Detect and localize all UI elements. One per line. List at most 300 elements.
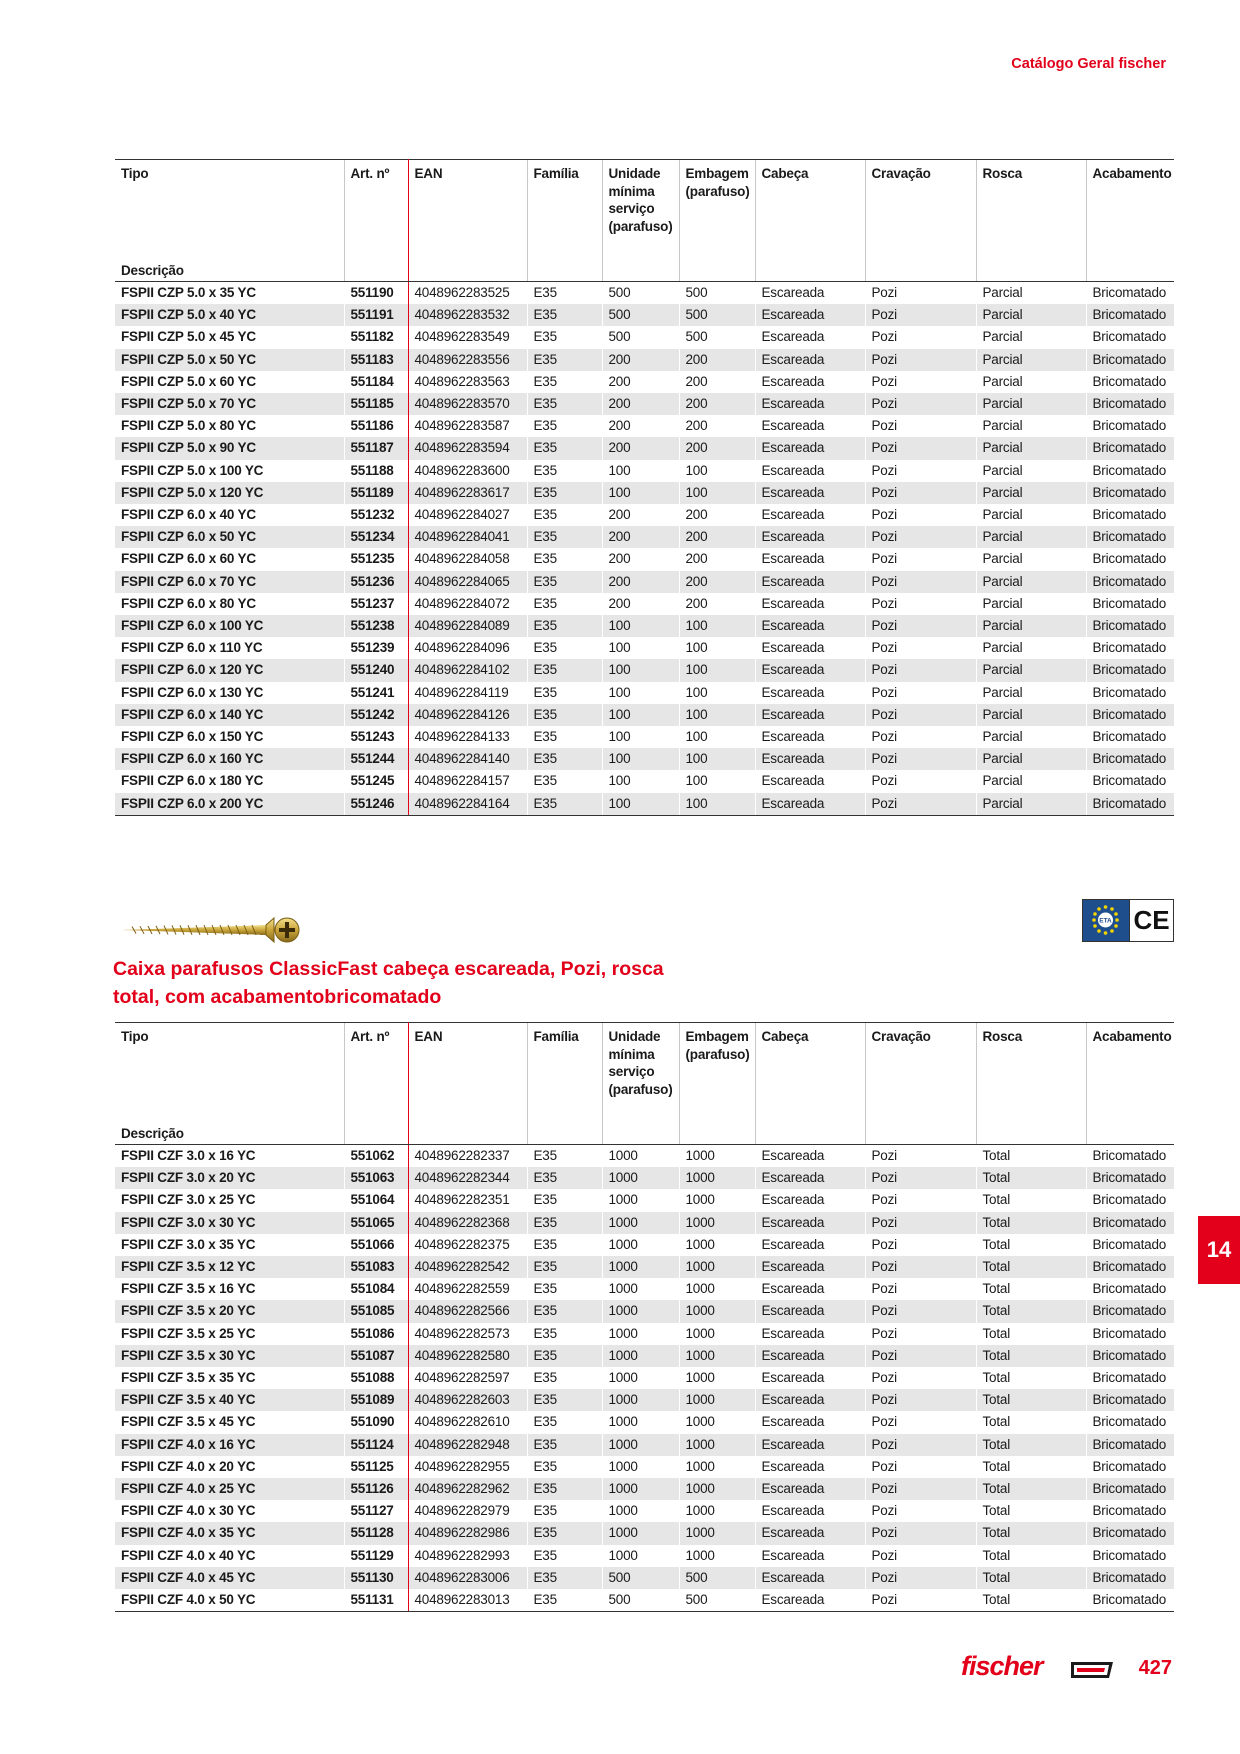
cell-art: 551063 [344,1167,408,1189]
cell-ean: 4048962282351 [408,1189,527,1211]
cell-familia: E35 [527,1456,602,1478]
cell-familia: E35 [527,1589,602,1612]
cell-tipo: FSPII CZF 3.5 x 12 YC [115,1256,344,1278]
cell-ean: 4048962284102 [408,659,527,681]
cell-ean: 4048962283563 [408,371,527,393]
catalog-header-title: Catálogo Geral fischer [1011,56,1166,72]
cell-embagem: 1000 [679,1522,755,1544]
cell-acabamento: Bricomatado [1086,748,1174,770]
cell-art: 551246 [344,793,408,816]
table-row [115,1145,1174,1168]
cell-familia: E35 [527,593,602,615]
cell-acabamento: Bricomatado [1086,437,1174,459]
cell-cravacao: Pozi [865,415,976,437]
cell-art: 551128 [344,1522,408,1544]
cell-cravacao: Pozi [865,1189,976,1211]
cell-art: 551126 [344,1478,408,1500]
cell-tipo: FSPII CZP 6.0 x 160 YC [115,748,344,770]
cell-unidade: 1000 [602,1500,679,1522]
cell-rosca: Total [976,1456,1086,1478]
table-header-row [115,1023,1174,1145]
cell-tipo: FSPII CZF 4.0 x 20 YC [121,1458,256,1474]
cell-art: 551183 [344,349,408,371]
cell-cabeca: Escareada [755,748,865,770]
cell-art: 551191 [344,304,408,326]
cell-rosca: Total [976,1189,1086,1211]
table-row [115,548,1174,570]
table-row [115,1345,1174,1367]
cell-tipo: FSPII CZP 6.0 x 180 YC [121,773,264,789]
cell-ean: 4048962283556 [408,349,527,371]
cell-familia: E35 [527,393,602,415]
cell-rosca: Total [976,1234,1086,1256]
cell-acabamento: Bricomatado [1086,615,1174,637]
cell-cravacao: Pozi [865,1212,976,1234]
cell-art: 551235 [344,548,408,570]
cell-familia: E35 [527,437,602,459]
cell-ean: 4048962284126 [408,704,527,726]
cell-embagem: 1000 [679,1345,755,1367]
cell-rosca: Parcial [976,571,1086,593]
cell-unidade: 1000 [602,1300,679,1322]
cell-tipo: FSPII CZP 5.0 x 45 YC [121,329,256,345]
cell-unidade: 100 [602,726,679,748]
cell-rosca: Total [976,1300,1086,1322]
cell-ean: 4048962282368 [408,1212,527,1234]
cell-acabamento: Bricomatado [1086,593,1174,615]
cell-art: 551062 [344,1145,408,1168]
table-row [115,393,1174,415]
cell-rosca: Parcial [976,770,1086,792]
table-row [115,437,1174,459]
cell-familia: E35 [527,770,602,792]
cell-cravacao: Pozi [865,1389,976,1411]
cell-acabamento: Bricomatado [1086,682,1174,704]
cell-familia: E35 [527,326,602,348]
cell-cabeca: Escareada [755,1545,865,1567]
table-row [115,748,1174,770]
cell-acabamento: Bricomatado [1086,415,1174,437]
cell-acabamento: Bricomatado [1086,1389,1174,1411]
table-row [115,1300,1174,1322]
cell-rosca: Parcial [976,793,1086,816]
cell-tipo: FSPII CZP 5.0 x 90 YC [115,437,344,459]
cell-art: 551185 [344,393,408,415]
cell-tipo: FSPII CZP 6.0 x 120 YC [115,659,344,681]
cell-embagem: 1000 [679,1300,755,1322]
cell-cravacao: Pozi [865,460,976,482]
cell-art: 551189 [344,482,408,504]
cell-cabeca: Escareada [755,504,865,526]
col-header-cabeca: Cabeça [755,1023,865,1145]
table-row [115,615,1174,637]
table-header-row [115,160,1174,282]
cell-embagem: 500 [679,304,755,326]
cell-cabeca: Escareada [755,1478,865,1500]
cell-unidade: 1000 [602,1145,679,1168]
fischer-logo: fischer [961,1651,1043,1681]
cell-cravacao: Pozi [865,282,976,305]
cell-art: 551129 [344,1545,408,1567]
cell-acabamento: Bricomatado [1086,282,1174,305]
cell-acabamento: Bricomatado [1086,571,1174,593]
cell-cabeca: Escareada [755,1389,865,1411]
cell-acabamento: Bricomatado [1086,1189,1174,1211]
cell-cabeca: Escareada [755,1278,865,1300]
cell-rosca: Parcial [976,371,1086,393]
cell-familia: E35 [527,482,602,504]
cell-rosca: Total [976,1145,1086,1168]
cell-rosca: Parcial [976,548,1086,570]
cell-rosca: Parcial [976,393,1086,415]
cell-unidade: 1000 [602,1212,679,1234]
cell-acabamento: Bricomatado [1086,504,1174,526]
cell-cravacao: Pozi [865,1434,976,1456]
cell-tipo: FSPII CZP 6.0 x 40 YC [121,507,256,523]
col-header-descricao: Descrição [121,262,184,278]
cell-cravacao: Pozi [865,1256,976,1278]
cell-cabeca: Escareada [755,304,865,326]
cell-embagem: 100 [679,482,755,504]
product-table-1 [115,159,1174,816]
col-header-cravacao: Cravação [865,1023,976,1145]
cell-familia: E35 [527,460,602,482]
cell-tipo: FSPII CZF 3.0 x 16 YC [121,1148,256,1163]
cell-unidade: 200 [602,571,679,593]
cell-unidade: 200 [602,504,679,526]
table-row [115,726,1174,748]
cell-embagem: 1000 [679,1545,755,1567]
cell-acabamento: Bricomatado [1086,793,1174,816]
col-header-familia: Família [527,1023,602,1145]
table-row [115,304,1174,326]
cell-rosca: Parcial [976,526,1086,548]
cell-cabeca: Escareada [755,1300,865,1322]
cell-rosca: Total [976,1345,1086,1367]
cell-art: 551065 [344,1212,408,1234]
cell-acabamento: Bricomatado [1086,1256,1174,1278]
cell-cabeca: Escareada [755,793,865,816]
cell-ean: 4048962282344 [408,1167,527,1189]
cell-familia: E35 [527,1234,602,1256]
col-header-embagem: Embagem (parafuso) [679,1023,755,1145]
cell-tipo: FSPII CZF 3.5 x 20 YC [115,1300,344,1322]
cell-familia: E35 [527,349,602,371]
cell-tipo: FSPII CZP 5.0 x 35 YC [121,285,256,300]
cell-art: 551130 [344,1567,408,1589]
col-header-descricao: Descrição [121,1125,184,1141]
cell-ean: 4048962282948 [408,1434,527,1456]
cell-cabeca: Escareada [755,349,865,371]
cell-cabeca: Escareada [755,593,865,615]
cell-tipo: FSPII CZP 6.0 x 110 YC [121,640,263,656]
cell-familia: E35 [527,1189,602,1211]
cell-art: 551244 [344,748,408,770]
cell-unidade: 1000 [602,1256,679,1278]
cell-tipo: FSPII CZP 5.0 x 100 YC [121,462,264,478]
cell-acabamento: Bricomatado [1086,548,1174,570]
cell-acabamento: Bricomatado [1086,659,1174,681]
cell-rosca: Parcial [976,682,1086,704]
cell-rosca: Parcial [976,659,1086,681]
table-row [115,1411,1174,1433]
cell-ean: 4048962283600 [408,460,527,482]
col-header-cravacao: Cravação [865,160,976,282]
cell-cravacao: Pozi [865,615,976,637]
cell-familia: E35 [527,548,602,570]
cell-art: 551236 [344,571,408,593]
cell-cravacao: Pozi [865,482,976,504]
cell-acabamento: Bricomatado [1086,1456,1174,1478]
table-row [115,1256,1174,1278]
chapter-tab[interactable]: 14 [1198,1216,1240,1284]
cell-unidade: 100 [602,615,679,637]
cell-familia: E35 [527,748,602,770]
cell-familia: E35 [527,704,602,726]
cell-acabamento: Bricomatado [1086,1367,1174,1389]
cell-tipo: FSPII CZP 6.0 x 100 YC [115,615,344,637]
cell-art: 551127 [344,1500,408,1522]
cell-acabamento: Bricomatado [1086,304,1174,326]
cell-tipo: FSPII CZF 3.0 x 30 YC [115,1212,344,1234]
table-row [115,704,1174,726]
cell-embagem: 100 [679,726,755,748]
cell-embagem: 1000 [679,1434,755,1456]
cell-acabamento: Bricomatado [1086,1167,1174,1189]
cell-familia: E35 [527,282,602,305]
cell-embagem: 1000 [679,1323,755,1345]
cell-familia: E35 [527,637,602,659]
col-header-art: Art. nº [344,160,408,282]
col-header-tipo: Tipo Descrição [115,1023,344,1145]
table-row [115,1434,1174,1456]
cell-art: 551084 [344,1278,408,1300]
cell-unidade: 1000 [602,1367,679,1389]
cell-tipo: FSPII CZF 4.0 x 45 YC [115,1567,344,1589]
cell-cravacao: Pozi [865,304,976,326]
cell-tipo: FSPII CZP 6.0 x 140 YC [115,704,344,726]
cell-embagem: 100 [679,637,755,659]
table-row [115,371,1174,393]
cell-unidade: 500 [602,326,679,348]
cell-tipo: FSPII CZF 4.0 x 30 YC [121,1503,256,1519]
cell-cabeca: Escareada [755,460,865,482]
cell-cravacao: Pozi [865,1500,976,1522]
cell-tipo: FSPII CZF 3.5 x 30 YC [115,1345,344,1367]
cell-acabamento: Bricomatado [1086,1300,1174,1322]
table-row [115,482,1174,504]
table-row [115,1500,1174,1522]
cell-familia: E35 [527,1434,602,1456]
cell-rosca: Parcial [976,593,1086,615]
table-row [115,793,1174,816]
cell-cravacao: Pozi [865,1411,976,1433]
cell-cravacao: Pozi [865,770,976,792]
cell-art: 551131 [344,1589,408,1612]
cell-familia: E35 [527,571,602,593]
cell-art: 551124 [344,1434,408,1456]
cell-cravacao: Pozi [865,349,976,371]
cell-art: 551064 [344,1189,408,1211]
table-row [115,415,1174,437]
cell-rosca: Parcial [976,482,1086,504]
cell-ean: 4048962284096 [408,637,527,659]
cell-ean: 4048962284058 [408,548,527,570]
cell-acabamento: Bricomatado [1086,1145,1174,1168]
cell-tipo: FSPII CZF 3.5 x 25 YC [121,1325,256,1341]
section-title: Caixa parafusos ClassicFast cabeça escareada, Pozi, rosca total, com acabamentobricomatado [113,958,664,1008]
cell-rosca: Parcial [976,304,1086,326]
cell-rosca: Parcial [976,504,1086,526]
cell-embagem: 1000 [679,1478,755,1500]
cell-art: 551237 [344,593,408,615]
cell-rosca: Total [976,1500,1086,1522]
ce-eta-badge [1082,899,1174,942]
cell-acabamento: Bricomatado [1086,1545,1174,1567]
cell-unidade: 200 [602,437,679,459]
cell-cabeca: Escareada [755,726,865,748]
cell-cabeca: Escareada [755,637,865,659]
cell-tipo: FSPII CZF 3.5 x 40 YC [115,1389,344,1411]
cell-cabeca: Escareada [755,571,865,593]
cell-familia: E35 [527,1389,602,1411]
cell-familia: E35 [527,615,602,637]
cell-ean: 4048962283594 [408,437,527,459]
cell-ean: 4048962283570 [408,393,527,415]
table-row [115,1367,1174,1389]
cell-embagem: 200 [679,393,755,415]
cell-acabamento: Bricomatado [1086,1411,1174,1433]
cell-unidade: 500 [602,304,679,326]
cell-familia: E35 [527,504,602,526]
cell-unidade: 1000 [602,1434,679,1456]
cell-ean: 4048962283587 [408,415,527,437]
table-row [115,349,1174,371]
cell-art: 551085 [344,1300,408,1322]
ce-mark: CE [1133,905,1170,935]
cell-embagem: 200 [679,371,755,393]
table-row [115,1234,1174,1256]
cell-unidade: 1000 [602,1389,679,1411]
cell-cabeca: Escareada [755,659,865,681]
cell-embagem: 200 [679,437,755,459]
table-row [115,1589,1174,1612]
cell-embagem: 1000 [679,1389,755,1411]
cell-acabamento: Bricomatado [1086,1589,1174,1612]
cell-embagem: 1000 [679,1212,755,1234]
cell-ean: 4048962284157 [408,770,527,792]
cell-tipo: FSPII CZP 5.0 x 60 YC [121,373,256,389]
cell-rosca: Total [976,1589,1086,1612]
table-row [115,593,1174,615]
cell-art: 551186 [344,415,408,437]
cell-familia: E35 [527,1323,602,1345]
cell-cabeca: Escareada [755,371,865,393]
cell-art: 551241 [344,682,408,704]
cell-embagem: 1000 [679,1167,755,1189]
cell-embagem: 100 [679,682,755,704]
cell-cabeca: Escareada [755,1234,865,1256]
cell-embagem: 1000 [679,1256,755,1278]
fischer-flag-icon [1071,1662,1113,1678]
cell-familia: E35 [527,726,602,748]
cell-rosca: Total [976,1212,1086,1234]
cell-cravacao: Pozi [865,504,976,526]
cell-cabeca: Escareada [755,1167,865,1189]
cell-unidade: 1000 [602,1278,679,1300]
cell-acabamento: Bricomatado [1086,1434,1174,1456]
cell-unidade: 200 [602,393,679,415]
cell-cravacao: Pozi [865,1323,976,1345]
cell-art: 551086 [344,1323,408,1345]
col-header-acabamento: Acabamento [1086,160,1174,282]
cell-familia: E35 [527,526,602,548]
cell-embagem: 200 [679,593,755,615]
table-row [115,1389,1174,1411]
cell-embagem: 100 [679,793,755,816]
table-row [115,1478,1174,1500]
table-row [115,504,1174,526]
cell-unidade: 1000 [602,1167,679,1189]
cell-cravacao: Pozi [865,659,976,681]
cell-rosca: Total [976,1167,1086,1189]
cell-acabamento: Bricomatado [1086,349,1174,371]
cell-cravacao: Pozi [865,1345,976,1367]
cell-unidade: 1000 [602,1478,679,1500]
cell-embagem: 1000 [679,1500,755,1522]
cell-cravacao: Pozi [865,1545,976,1567]
cell-unidade: 500 [602,1567,679,1589]
cell-cabeca: Escareada [755,1434,865,1456]
table-row [115,770,1174,792]
cell-familia: E35 [527,371,602,393]
cell-tipo: FSPII CZP 5.0 x 50 YC [115,349,344,371]
cell-art: 551243 [344,726,408,748]
cell-cravacao: Pozi [865,526,976,548]
table-row [115,1278,1174,1300]
cell-cabeca: Escareada [755,682,865,704]
cell-embagem: 500 [679,1567,755,1589]
cell-cabeca: Escareada [755,1567,865,1589]
cell-cabeca: Escareada [755,704,865,726]
cell-cravacao: Pozi [865,1589,976,1612]
cell-cabeca: Escareada [755,326,865,348]
cell-tipo: FSPII CZP 5.0 x 70 YC [115,393,344,415]
cell-rosca: Parcial [976,637,1086,659]
cell-cabeca: Escareada [755,393,865,415]
cell-acabamento: Bricomatado [1086,1323,1174,1345]
cell-acabamento: Bricomatado [1086,1522,1174,1544]
table-row [115,1545,1174,1567]
cell-cabeca: Escareada [755,770,865,792]
cell-unidade: 100 [602,793,679,816]
cell-unidade: 1000 [602,1189,679,1211]
cell-cravacao: Pozi [865,571,976,593]
cell-tipo: FSPII CZF 3.5 x 16 YC [121,1281,256,1297]
cell-ean: 4048962283525 [408,282,527,305]
cell-unidade: 1000 [602,1456,679,1478]
cell-embagem: 200 [679,504,755,526]
cell-embagem: 200 [679,548,755,570]
cell-rosca: Parcial [976,282,1086,305]
cell-tipo: FSPII CZP 5.0 x 40 YC [115,304,344,326]
cell-art: 551090 [344,1411,408,1433]
cell-unidade: 1000 [602,1522,679,1544]
cell-embagem: 500 [679,326,755,348]
cell-ean: 4048962282979 [408,1500,527,1522]
cell-cravacao: Pozi [865,793,976,816]
cell-cabeca: Escareada [755,1345,865,1367]
